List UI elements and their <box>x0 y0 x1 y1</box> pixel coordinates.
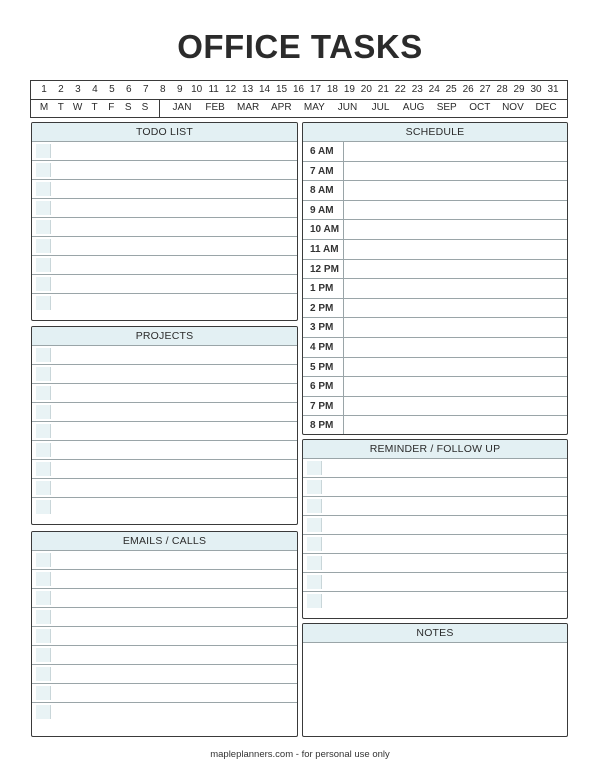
checkbox[interactable] <box>36 610 51 624</box>
schedule-row[interactable] <box>303 260 567 280</box>
checkbox[interactable] <box>36 367 51 381</box>
schedule-row[interactable] <box>303 397 567 417</box>
list-item[interactable] <box>32 551 297 570</box>
checkbox[interactable] <box>36 220 51 234</box>
schedule-row[interactable] <box>303 416 567 435</box>
notes-area[interactable] <box>303 643 567 737</box>
day-number: 31 <box>547 84 559 95</box>
list-item[interactable] <box>32 608 297 627</box>
list-item[interactable] <box>32 665 297 684</box>
list-item[interactable] <box>303 516 567 535</box>
list-item[interactable] <box>32 237 297 256</box>
projects-rows <box>32 346 297 517</box>
checkbox[interactable] <box>36 629 51 643</box>
checkbox[interactable] <box>36 296 51 310</box>
weekday-label: T <box>91 102 98 113</box>
list-item[interactable] <box>32 365 297 384</box>
checkbox[interactable] <box>307 480 322 494</box>
projects-title: PROJECTS <box>32 327 297 346</box>
schedule-row[interactable] <box>303 240 567 260</box>
time-label: 8 AM <box>303 181 344 200</box>
checkbox[interactable] <box>36 144 51 158</box>
day-number: 16 <box>292 84 305 95</box>
day-number: 20 <box>360 84 372 95</box>
checkbox[interactable] <box>36 591 51 605</box>
list-item[interactable] <box>32 498 297 517</box>
checkbox[interactable] <box>36 462 51 476</box>
checkbox[interactable] <box>36 443 51 457</box>
day-number: 1 <box>41 84 47 95</box>
list-item[interactable] <box>32 384 297 403</box>
month-label: JAN <box>172 102 192 113</box>
schedule-panel <box>302 122 568 435</box>
page-title: OFFICE TASKS <box>177 28 423 65</box>
day-number: 24 <box>428 84 440 95</box>
list-item[interactable] <box>303 459 567 478</box>
day-number: 13 <box>242 84 254 95</box>
day-number: 12 <box>225 84 237 95</box>
checkbox[interactable] <box>36 182 51 196</box>
time-label: 1 PM <box>303 279 344 298</box>
reminder-title: REMINDER / FOLLOW UP <box>303 440 567 459</box>
list-item[interactable] <box>32 684 297 703</box>
day-number: 22 <box>394 84 406 95</box>
checkbox[interactable] <box>36 481 51 495</box>
checkbox[interactable] <box>36 705 51 719</box>
time-label: 10 AM <box>303 220 344 239</box>
day-number: 21 <box>377 84 389 95</box>
time-label: 12 PM <box>303 260 344 279</box>
schedule-row[interactable] <box>303 181 567 201</box>
checkbox[interactable] <box>36 258 51 272</box>
month-label: MAR <box>237 102 260 113</box>
day-number: 28 <box>496 84 508 95</box>
month-label: NOV <box>502 102 524 113</box>
time-label: 7 PM <box>303 397 344 416</box>
month-label: JUL <box>371 102 390 113</box>
emails-calls-panel <box>31 531 298 737</box>
time-label: 5 PM <box>303 358 344 377</box>
checkbox[interactable] <box>36 500 51 514</box>
day-number: 10 <box>191 84 203 95</box>
checkbox[interactable] <box>307 556 322 570</box>
day-number: 23 <box>411 84 423 95</box>
reminder-panel <box>302 439 568 619</box>
list-item[interactable] <box>32 275 297 294</box>
day-number: 6 <box>126 84 132 95</box>
month-label: DEC <box>535 102 557 113</box>
checkbox[interactable] <box>307 594 322 608</box>
schedule-row[interactable] <box>303 377 567 397</box>
checkbox[interactable] <box>307 461 322 475</box>
checkbox[interactable] <box>36 163 51 177</box>
checkbox[interactable] <box>307 575 322 589</box>
day-number: 14 <box>259 84 271 95</box>
checkbox[interactable] <box>36 572 51 586</box>
checkbox[interactable] <box>36 424 51 438</box>
list-item[interactable] <box>32 422 297 441</box>
weekday-month-row <box>31 99 567 117</box>
day-number: 15 <box>275 84 288 95</box>
emails-calls-rows <box>32 551 297 722</box>
checkbox[interactable] <box>36 648 51 662</box>
schedule-title: SCHEDULE <box>303 123 567 142</box>
list-item[interactable] <box>32 256 297 275</box>
list-item[interactable] <box>32 218 297 237</box>
footer-text: mapleplanners.com - for personal use only <box>210 749 390 760</box>
checkbox[interactable] <box>36 239 51 253</box>
day-number: 3 <box>75 84 81 95</box>
time-label: 2 PM <box>303 299 344 318</box>
month-label: OCT <box>469 102 491 113</box>
day-number: 8 <box>159 84 166 95</box>
todo-list-panel <box>31 122 298 321</box>
list-item[interactable] <box>32 460 297 479</box>
weekday-label: S <box>141 102 149 113</box>
day-number: 5 <box>109 84 115 95</box>
month-label: APR <box>270 102 292 113</box>
day-number: 26 <box>462 84 474 95</box>
reminder-rows <box>303 459 567 611</box>
list-item[interactable] <box>32 646 297 665</box>
checkbox[interactable] <box>36 386 51 400</box>
time-label: 8 PM <box>303 416 344 435</box>
list-item[interactable] <box>32 589 297 608</box>
list-item[interactable] <box>32 180 297 199</box>
schedule-row[interactable] <box>303 162 567 182</box>
checkbox[interactable] <box>36 405 51 419</box>
checkbox[interactable] <box>36 201 51 215</box>
day-number: 7 <box>143 84 149 95</box>
list-item[interactable] <box>32 570 297 589</box>
list-item[interactable] <box>32 627 297 646</box>
emails-calls-title: EMAILS / CALLS <box>32 532 297 551</box>
schedule-row[interactable] <box>303 318 567 338</box>
schedule-row[interactable] <box>303 358 567 378</box>
list-item[interactable] <box>303 592 567 611</box>
checkbox[interactable] <box>36 348 51 362</box>
checkbox[interactable] <box>36 277 51 291</box>
list-item[interactable] <box>32 441 297 460</box>
schedule-row[interactable] <box>303 299 567 319</box>
month-label: JUN <box>337 102 358 113</box>
weekday-label: S <box>124 102 132 113</box>
list-item[interactable] <box>303 573 567 592</box>
month-label: SEP <box>436 102 457 113</box>
month-label: FEB <box>205 102 225 113</box>
schedule-row[interactable] <box>303 279 567 299</box>
time-label: 11 AM <box>303 240 344 259</box>
time-label: 6 AM <box>303 142 344 161</box>
day-number: 30 <box>530 84 542 95</box>
list-item[interactable] <box>32 161 297 180</box>
schedule-row[interactable] <box>303 338 567 358</box>
weekday-label: F <box>108 102 115 113</box>
list-item[interactable] <box>32 294 297 313</box>
time-label: 9 AM <box>303 201 344 220</box>
day-number: 29 <box>513 84 525 95</box>
day-number-row <box>31 81 567 100</box>
weekday-label: M <box>39 102 49 113</box>
checkbox[interactable] <box>307 518 322 532</box>
list-item[interactable] <box>32 142 297 161</box>
notes-panel <box>302 623 568 737</box>
projects-panel <box>31 326 298 525</box>
time-label: 4 PM <box>303 338 344 357</box>
checkbox[interactable] <box>307 537 322 551</box>
date-strip <box>30 80 568 118</box>
day-number: 11 <box>208 84 219 95</box>
list-item[interactable] <box>32 346 297 365</box>
day-number: 25 <box>445 84 457 95</box>
list-item[interactable] <box>32 403 297 422</box>
day-number: 9 <box>176 84 183 95</box>
month-label: MAY <box>303 102 325 113</box>
list-item[interactable] <box>303 497 567 516</box>
weekday-label: T <box>57 102 64 113</box>
schedule-row[interactable] <box>303 201 567 221</box>
time-label: 3 PM <box>303 318 344 337</box>
list-item[interactable] <box>32 199 297 218</box>
day-number: 2 <box>58 84 64 95</box>
schedule-rows <box>303 142 567 435</box>
checkbox[interactable] <box>36 667 51 681</box>
list-item[interactable] <box>303 535 567 554</box>
schedule-row[interactable] <box>303 220 567 240</box>
day-number: 18 <box>326 84 338 95</box>
list-item[interactable] <box>303 478 567 497</box>
day-number: 19 <box>343 84 355 95</box>
time-label: 6 PM <box>303 377 344 396</box>
month-label: AUG <box>402 102 425 113</box>
list-item[interactable] <box>303 554 567 573</box>
day-number: 4 <box>92 84 98 95</box>
checkbox[interactable] <box>36 553 51 567</box>
list-item[interactable] <box>32 703 297 722</box>
checkbox[interactable] <box>307 499 322 513</box>
notes-title: NOTES <box>303 624 567 643</box>
checkbox[interactable] <box>36 686 51 700</box>
list-item[interactable] <box>32 479 297 498</box>
weekday-label: W <box>72 102 83 113</box>
time-label: 7 AM <box>303 162 344 181</box>
day-number: 17 <box>309 84 322 95</box>
todo-list-rows <box>32 142 297 313</box>
day-number: 27 <box>479 84 491 95</box>
todo-list-title: TODO LIST <box>32 123 297 142</box>
schedule-row[interactable] <box>303 142 567 162</box>
